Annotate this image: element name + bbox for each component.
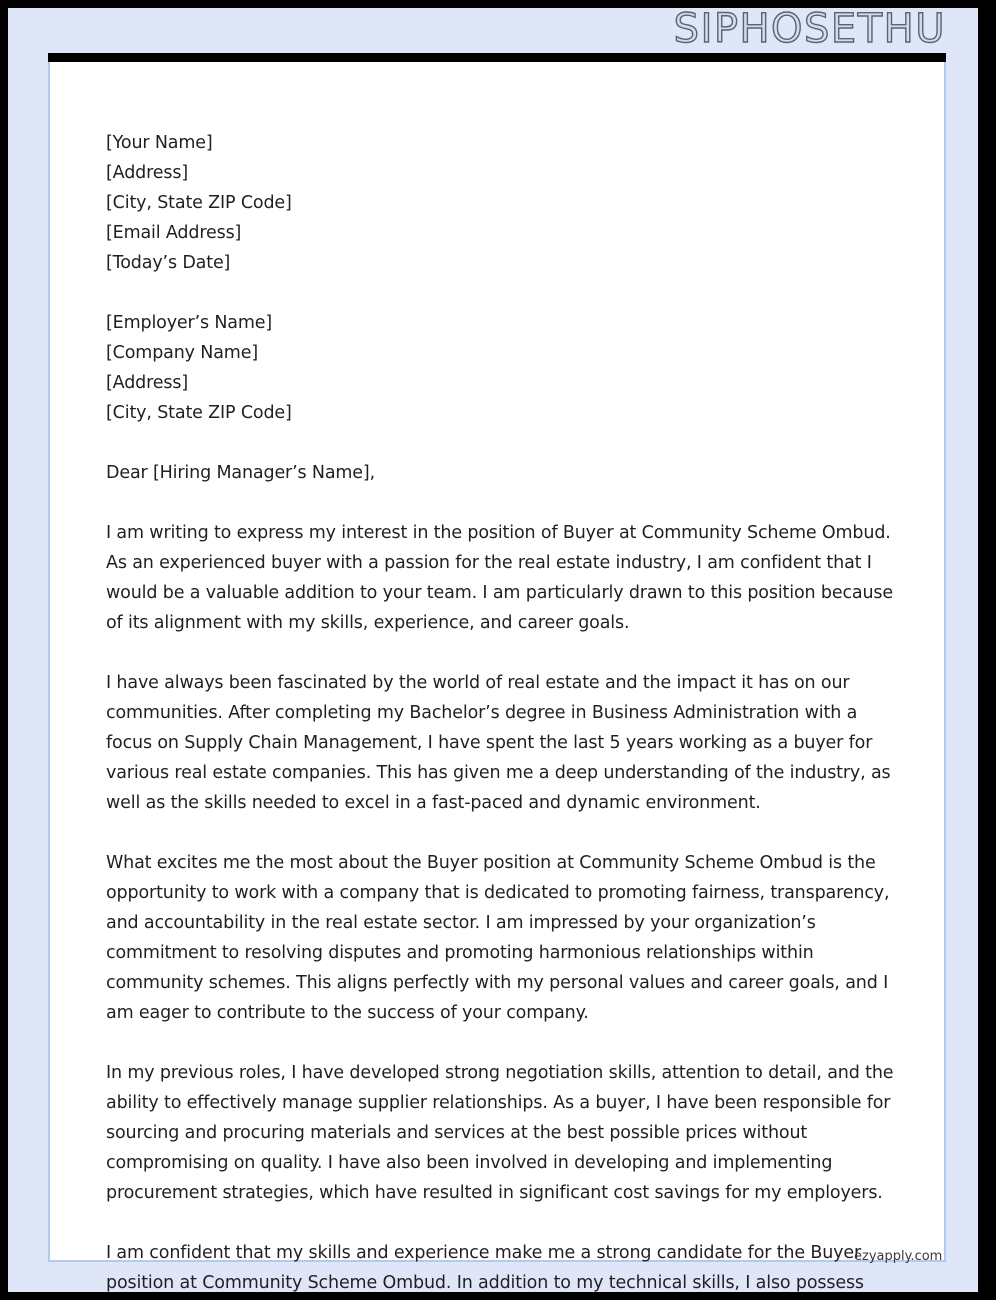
paragraph-text: In my previous roles, I have developed strong negotiation skills, attention to detail, and the ability to effectively manage supplier relationships. As a buyer, I have been responsible for sourcing and procuring materials and services at the best possible prices without compromising on quality. I have also been involved in developing and implementing procurement strategies, which have resulted in significant cost savings for my employers. xyxy=(106,1063,894,1203)
recipient-name: [Employer’s Name] xyxy=(106,313,273,333)
sender-email: [Email Address] xyxy=(106,223,242,243)
recipient-city-state: [City, State ZIP Code] xyxy=(106,403,292,423)
body-paragraph-2 xyxy=(106,668,906,818)
paragraph-text: I have always been fascinated by the world of real estate and the impact it has on our communities. After completing my Bachelor’s degree in Business Administration with a focus on Supply Chain Management, I have spent the last 5 years working as a buyer for various real estate companies. This has given me a deep understanding of the industry, as well as the skills needed to excel in a fast-paced and dynamic environment. xyxy=(106,673,891,813)
salutation-block xyxy=(106,458,906,488)
paragraph-text: What excites me the most about the Buyer position at Community Scheme Ombud is the opportunity to work with a company that is dedicated to promoting fairness, transparency, and accountability in the real estate sector. I am impressed by your organization’s commitment to resolving disputes and promoting harmonious relationships within community schemes. This aligns perfectly with my personal values and career goals, and I am eager to contribute to the success of your company. xyxy=(106,853,890,1023)
document-canvas xyxy=(8,8,978,1292)
salutation: Dear [Hiring Manager’s Name], xyxy=(106,463,376,483)
sender-city-state: [City, State ZIP Code] xyxy=(106,193,292,213)
sender-address-block xyxy=(106,128,906,278)
letter-body xyxy=(106,128,906,1292)
page-title: SIPHOSETHU xyxy=(673,8,946,52)
recipient-address: [Address] xyxy=(106,373,188,393)
letter-date: [Today’s Date] xyxy=(106,253,231,273)
recipient-company: [Company Name] xyxy=(106,343,258,363)
body-paragraph-5 xyxy=(106,1238,906,1292)
recipient-address-block xyxy=(106,308,906,428)
sender-name: [Your Name] xyxy=(106,133,213,153)
body-paragraph-3 xyxy=(106,848,906,1028)
body-paragraph-1 xyxy=(106,518,906,638)
document-header xyxy=(8,8,978,53)
header-divider xyxy=(48,53,946,62)
watermark: ezyapply.com xyxy=(854,1249,943,1264)
paragraph-text: I am confident that my skills and experience make me a strong candidate for the Buyer position at Community Scheme Ombud. In addition to my technical skills, I also possess xyxy=(106,1243,864,1292)
sender-address: [Address] xyxy=(106,163,188,183)
body-paragraph-4 xyxy=(106,1058,906,1208)
paragraph-text: I am writing to express my interest in the position of Buyer at Community Scheme Ombud. As an experienced buyer with a passion for the real estate industry, I am confident that I would be a valuable addition to your team. I am particularly drawn to this position because of its alignment with my skills, experience, and career goals. xyxy=(106,523,894,633)
